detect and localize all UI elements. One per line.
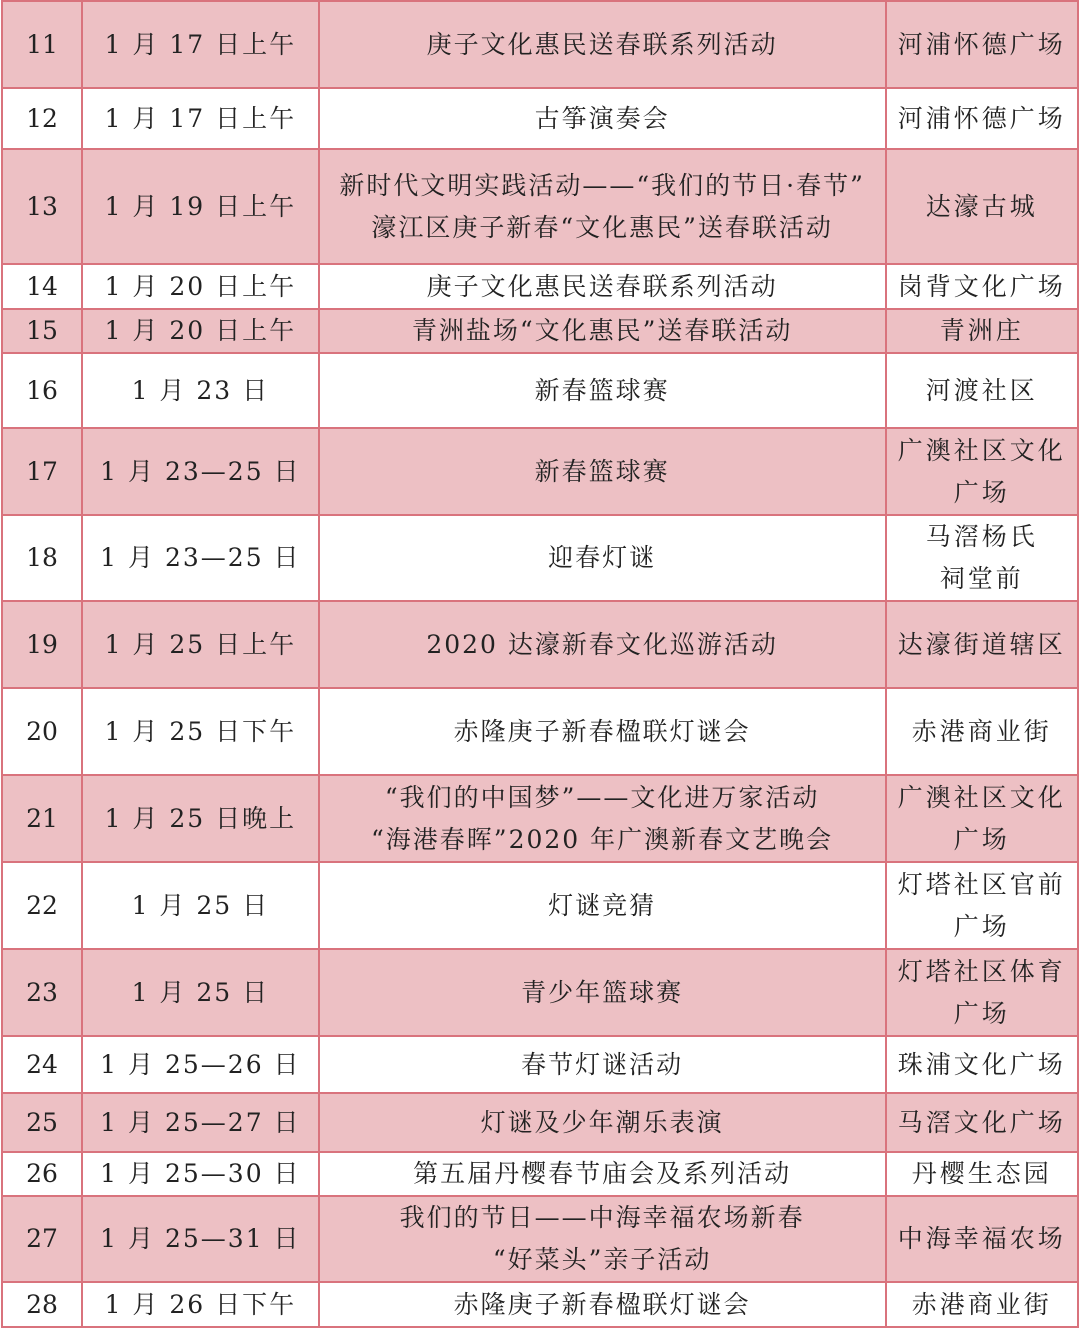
row-location xyxy=(886,1282,1078,1327)
activity-line: 灯谜竞猜 xyxy=(548,890,657,920)
location-line: 广澳社区文化 xyxy=(897,782,1066,812)
activity-line: “海港春晖”2020 年广澳新春文艺晚会 xyxy=(371,824,834,854)
row-number: 11 xyxy=(2,1,82,88)
activity-line: 新春篮球赛 xyxy=(534,456,670,486)
table-body xyxy=(2,1,1078,1327)
location-line: 赤港商业街 xyxy=(911,716,1052,746)
activity-line: 庚子文化惠民送春联系列活动 xyxy=(426,271,778,301)
row-date: 1 月 25—31 日 xyxy=(82,1196,318,1282)
location-line: 丹樱生态园 xyxy=(911,1159,1052,1188)
row-date: 1 月 17 日上午 xyxy=(82,1,318,88)
row-activity xyxy=(319,309,886,353)
row-date: 1 月 25 日下午 xyxy=(82,688,318,775)
row-activity xyxy=(319,862,886,949)
row-number: 13 xyxy=(2,149,82,264)
row-location xyxy=(886,309,1078,353)
row-date: 1 月 23 日 xyxy=(82,353,318,428)
row-location xyxy=(886,1036,1078,1093)
location-line: 河浦怀德广场 xyxy=(897,103,1066,133)
row-number: 23 xyxy=(2,949,82,1036)
table-row xyxy=(2,309,1078,353)
row-activity xyxy=(319,1196,886,1282)
row-date: 1 月 25—27 日 xyxy=(82,1093,318,1152)
row-date: 1 月 25 日 xyxy=(82,949,318,1036)
table-row xyxy=(2,1152,1078,1196)
table-row xyxy=(2,1196,1078,1282)
location-line: 岗背文化广场 xyxy=(897,271,1066,301)
activity-line: 古筝演奏会 xyxy=(534,103,670,133)
row-activity xyxy=(319,1093,886,1152)
location-line: 河浦怀德广场 xyxy=(897,29,1066,59)
row-location xyxy=(886,1152,1078,1196)
activity-line: 迎春灯谜 xyxy=(548,543,657,572)
row-location xyxy=(886,428,1078,515)
table-row xyxy=(2,1282,1078,1327)
row-activity xyxy=(319,688,886,775)
row-number: 28 xyxy=(2,1282,82,1327)
location-line: 灯塔社区体育 xyxy=(897,956,1066,986)
table-row xyxy=(2,428,1078,515)
location-line: 达濠街道辖区 xyxy=(897,629,1066,659)
row-number: 21 xyxy=(2,775,82,862)
row-number: 20 xyxy=(2,688,82,775)
row-location xyxy=(886,775,1078,862)
table-row xyxy=(2,688,1078,775)
table-row xyxy=(2,264,1078,309)
location-line: 灯塔社区官前 xyxy=(897,869,1066,899)
row-date: 1 月 25—26 日 xyxy=(82,1036,318,1093)
activity-line: 赤隆庚子新春楹联灯谜会 xyxy=(453,716,751,746)
location-line: 青洲庄 xyxy=(939,316,1024,345)
row-date: 1 月 19 日上午 xyxy=(82,149,318,264)
row-date: 1 月 25—30 日 xyxy=(82,1152,318,1196)
activity-line: 2020 达濠新春文化巡游活动 xyxy=(426,629,778,659)
row-date: 1 月 23—25 日 xyxy=(82,428,318,515)
row-number: 19 xyxy=(2,601,82,688)
location-line: 广场 xyxy=(953,911,1010,941)
row-number: 17 xyxy=(2,428,82,515)
location-line: 广场 xyxy=(953,824,1010,854)
row-number: 22 xyxy=(2,862,82,949)
table-row xyxy=(2,149,1078,264)
table-row xyxy=(2,1093,1078,1152)
row-activity xyxy=(319,1,886,88)
row-location xyxy=(886,353,1078,428)
row-activity xyxy=(319,1152,886,1196)
activity-line: 赤隆庚子新春楹联灯谜会 xyxy=(453,1289,751,1319)
row-location xyxy=(886,88,1078,149)
activity-line: 我们的节日——中海幸福农场新春 xyxy=(399,1203,805,1232)
table-row xyxy=(2,353,1078,428)
location-line: 中海幸福农场 xyxy=(897,1224,1066,1253)
row-location xyxy=(886,688,1078,775)
row-activity xyxy=(319,1282,886,1327)
row-activity xyxy=(319,1036,886,1093)
row-date: 1 月 23—25 日 xyxy=(82,515,318,601)
row-location xyxy=(886,515,1078,601)
location-line: 广场 xyxy=(953,998,1010,1028)
table-row xyxy=(2,949,1078,1036)
row-location xyxy=(886,862,1078,949)
row-location xyxy=(886,149,1078,264)
row-activity xyxy=(319,353,886,428)
table-row xyxy=(2,601,1078,688)
location-line: 祠堂前 xyxy=(939,564,1024,593)
row-number: 12 xyxy=(2,88,82,149)
location-line: 马滘文化广场 xyxy=(897,1107,1066,1137)
row-number: 18 xyxy=(2,515,82,601)
row-location xyxy=(886,1,1078,88)
row-date: 1 月 25 日晚上 xyxy=(82,775,318,862)
row-number: 16 xyxy=(2,353,82,428)
row-number: 24 xyxy=(2,1036,82,1093)
row-number: 25 xyxy=(2,1093,82,1152)
location-line: 珠浦文化广场 xyxy=(897,1049,1066,1079)
row-activity xyxy=(319,88,886,149)
row-date: 1 月 25 日 xyxy=(82,862,318,949)
table-row xyxy=(2,775,1078,862)
activity-line: 庚子文化惠民送春联系列活动 xyxy=(426,29,778,59)
row-location xyxy=(886,1196,1078,1282)
row-date: 1 月 26 日下午 xyxy=(82,1282,318,1327)
table-row xyxy=(2,515,1078,601)
row-activity xyxy=(319,428,886,515)
activity-line: 春节灯谜活动 xyxy=(521,1049,684,1079)
table-row xyxy=(2,88,1078,149)
row-date: 1 月 20 日上午 xyxy=(82,264,318,309)
activity-line: 青洲盐场“文化惠民”送春联活动 xyxy=(411,316,793,345)
row-location xyxy=(886,264,1078,309)
row-activity xyxy=(319,601,886,688)
row-number: 26 xyxy=(2,1152,82,1196)
activity-line: 青少年篮球赛 xyxy=(521,977,684,1007)
row-location xyxy=(886,1093,1078,1152)
row-activity xyxy=(319,264,886,309)
activity-schedule-table xyxy=(1,0,1079,1328)
table-row xyxy=(2,1036,1078,1093)
activity-line: 新时代文明实践活动——“我们的节日·春节” xyxy=(339,170,865,200)
location-line: 广场 xyxy=(953,477,1010,507)
row-number: 27 xyxy=(2,1196,82,1282)
row-activity xyxy=(319,949,886,1036)
row-location xyxy=(886,949,1078,1036)
row-location xyxy=(886,601,1078,688)
row-number: 14 xyxy=(2,264,82,309)
activity-line: 第五届丹樱春节庙会及系列活动 xyxy=(413,1159,792,1188)
location-line: 赤港商业街 xyxy=(911,1289,1052,1319)
activity-line: 新春篮球赛 xyxy=(534,375,670,405)
activity-line: “好菜头”亲子活动 xyxy=(492,1245,712,1274)
row-activity xyxy=(319,149,886,264)
row-activity xyxy=(319,515,886,601)
location-line: 马滘杨氏 xyxy=(925,522,1038,551)
row-number: 15 xyxy=(2,309,82,353)
activity-line: 濠江区庚子新春“文化惠民”送春联活动 xyxy=(371,212,833,242)
location-line: 达濠古城 xyxy=(925,191,1038,221)
row-activity xyxy=(319,775,886,862)
location-line: 广澳社区文化 xyxy=(897,435,1066,465)
row-date: 1 月 20 日上午 xyxy=(82,309,318,353)
location-line: 河渡社区 xyxy=(925,375,1038,405)
activity-line: 灯谜及少年潮乐表演 xyxy=(480,1107,724,1137)
row-date: 1 月 25 日上午 xyxy=(82,601,318,688)
table-row xyxy=(2,862,1078,949)
row-date: 1 月 17 日上午 xyxy=(82,88,318,149)
table-row xyxy=(2,1,1078,88)
activity-line: “我们的中国梦”——文化进万家活动 xyxy=(384,782,820,812)
